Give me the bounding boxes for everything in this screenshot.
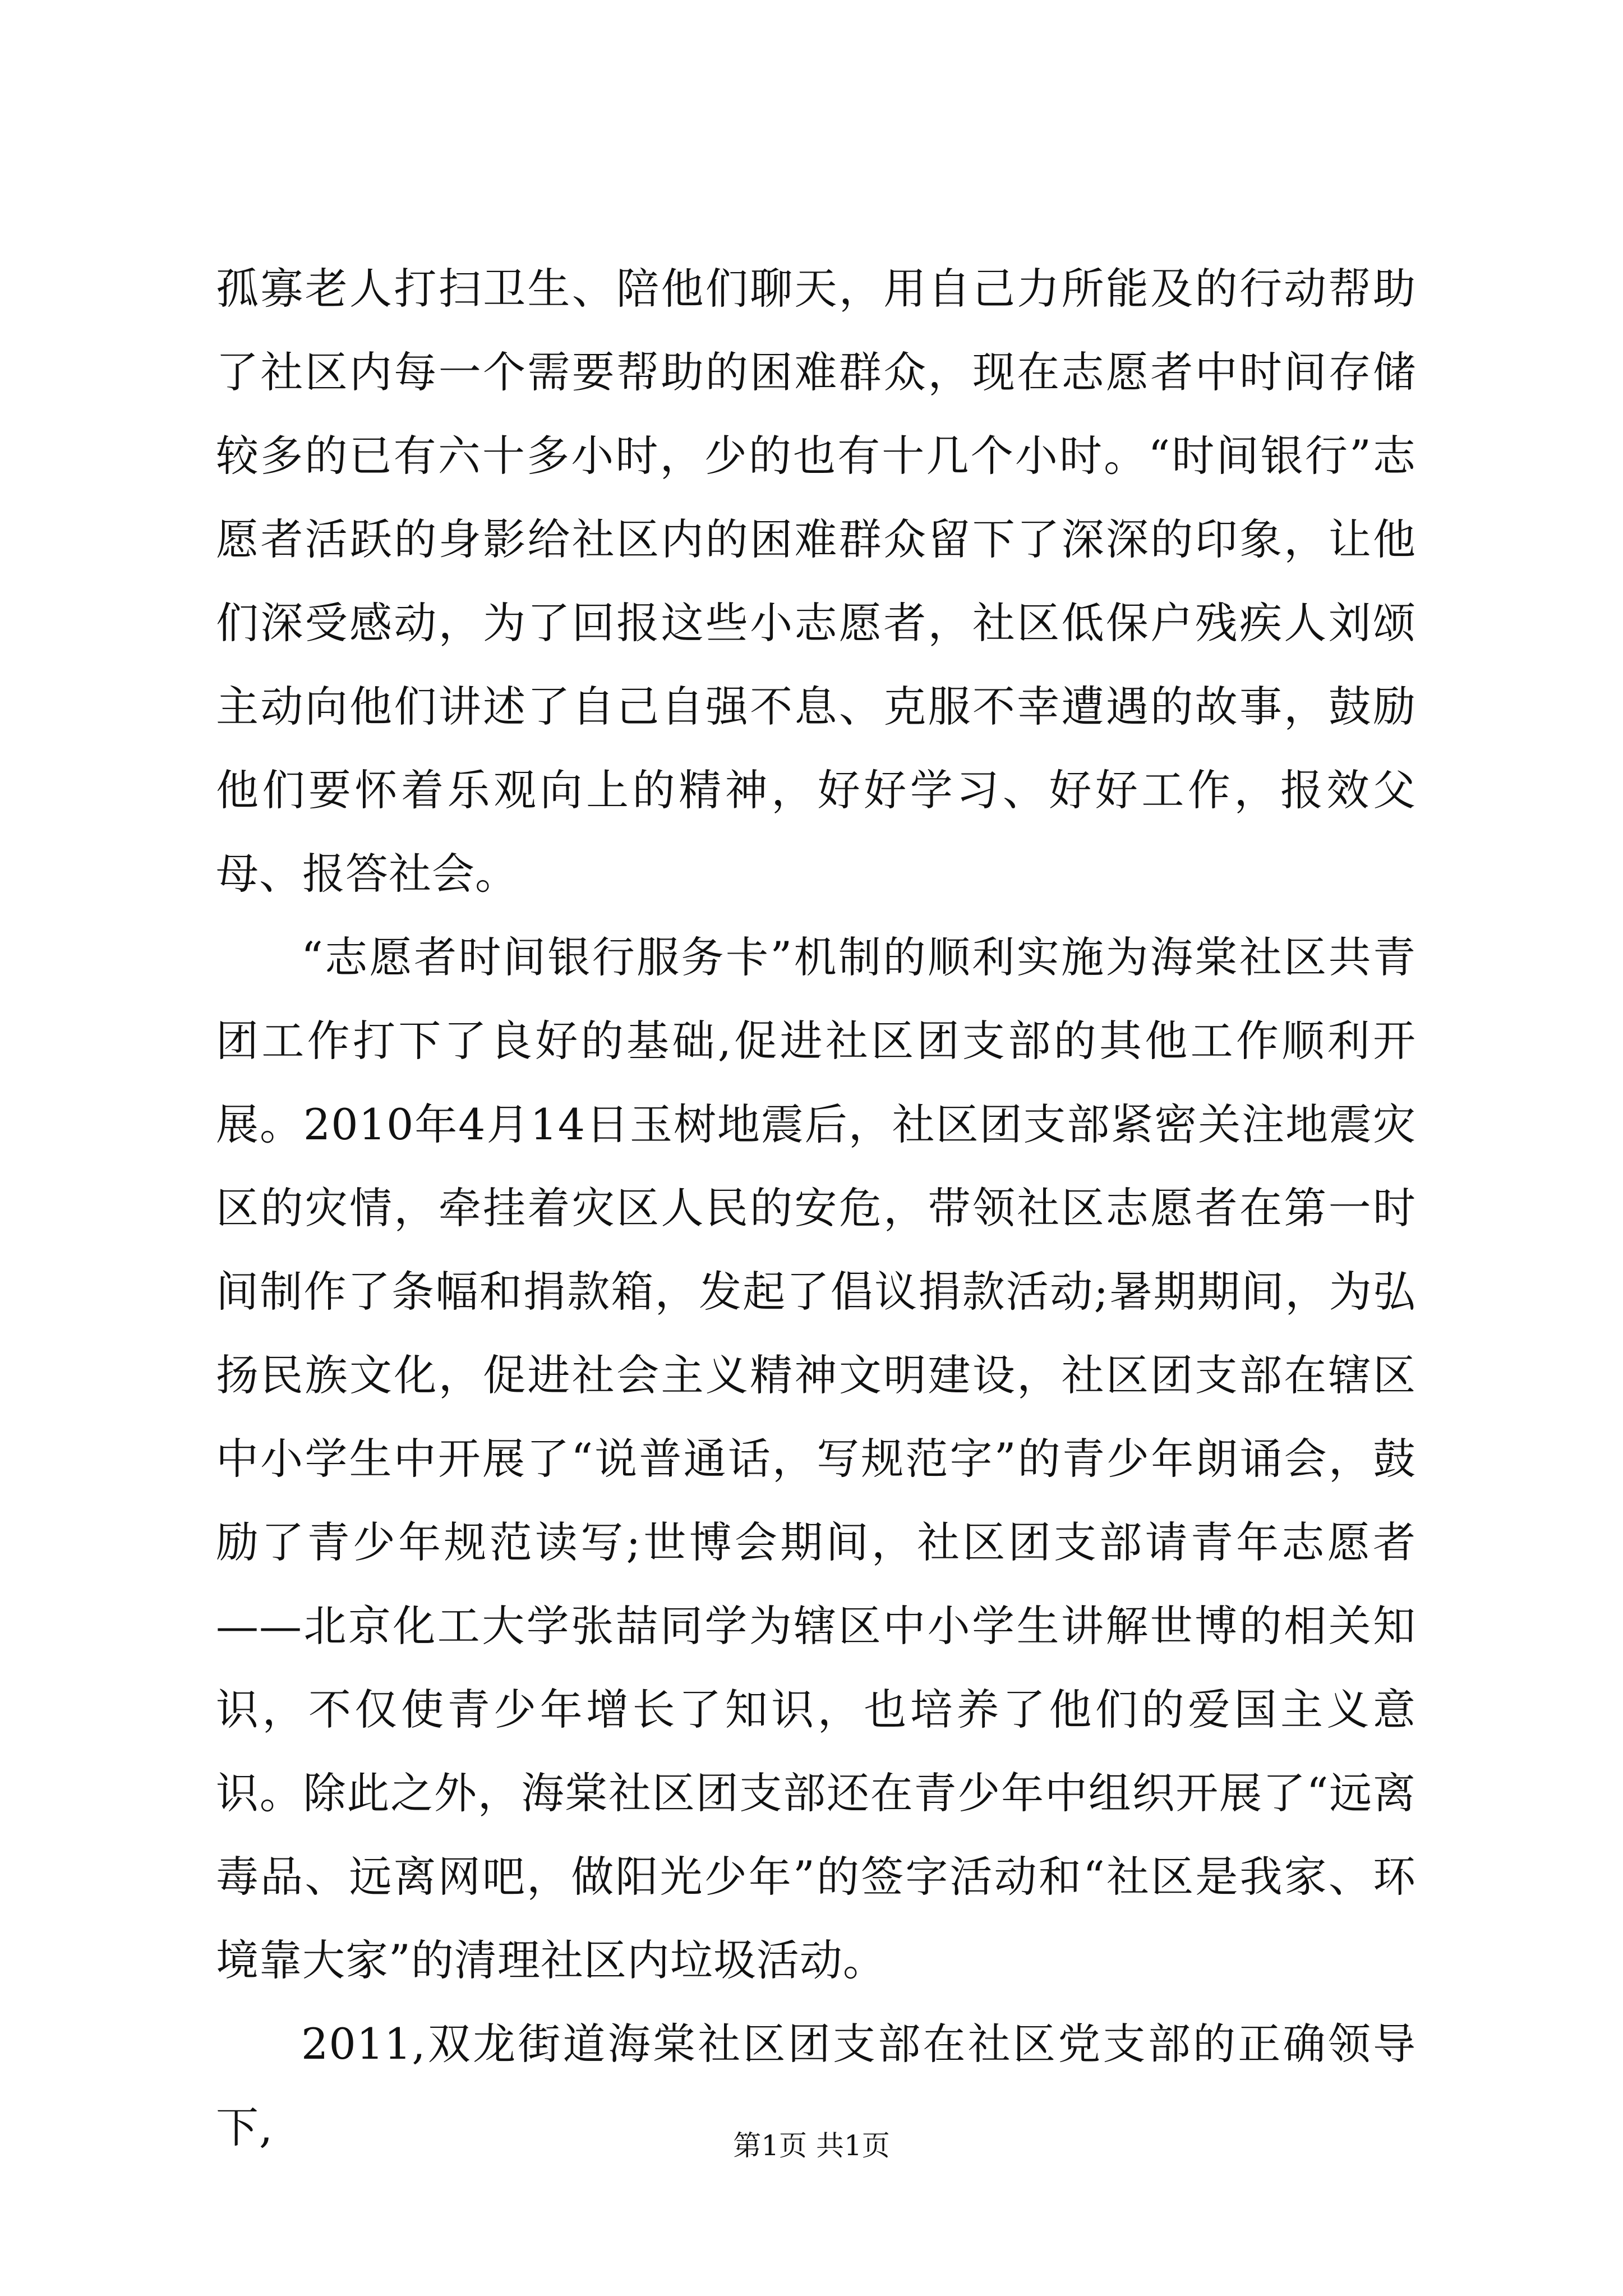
- paragraph-1: 孤寡老人打扫卫生、陪他们聊天，用自己力所能及的行动帮助了社区内每一个需要帮助的困难群众，现在志愿者中时间存储较多的已有六十多小时，少的也有十几个小时。“时间银行”志愿者活跃的身影给社区内的困难群众留下了深深的印象，让他们深受感动，为了回报这些小志愿者，社区低保户残疾人刘颂主动向他们讲述了自己自强不息、克服不幸遭遇的故事，鼓励他们要怀着乐观向上的精神，好好学习、好好工作，报效父母、报答社会。: [216, 264, 1416, 899]
- page-footer: 第1页 共1页: [733, 2129, 890, 2162]
- document-body: [216, 247, 1416, 2169]
- paragraph-2: “志愿者时间银行服务卡”机制的顺利实施为海棠社区共青团工作打下了良好的基础,促进社区团支部的其他工作顺利开展。2010年4月14日玉树地震后，社区团支部紧密关注地震灾区的灾情，牵挂着灾区人民的安危，带领社区志愿者在第一时间制作了条幅和捐款箱，发起了倡议捐款活动;暑期期间，为弘扬民族文化，促进社会主义精神文明建设，社区团支部在辖区中小学生中开展了“说普通话，写规范字”的青少年朗诵会，鼓励了青少年规范读写;世博会期间，社区团支部请青年志愿者——北京化工大学张喆同学为辖区中小学生讲解世博的相关知识，不仅使青少年增长了知识，也培养了他们的爱国主义意识。除此之外，海棠社区团支部还在青少年中组织开展了“远离毒品、远离网吧，做阳光少年”的签字活动和“社区是我家、环境靠大家”的清理社区内垃圾活动。: [216, 932, 1416, 1985]
- paragraph-3: 2011,双龙街道海棠社区团支部在社区党支部的正确领导下,: [216, 2019, 1416, 2152]
